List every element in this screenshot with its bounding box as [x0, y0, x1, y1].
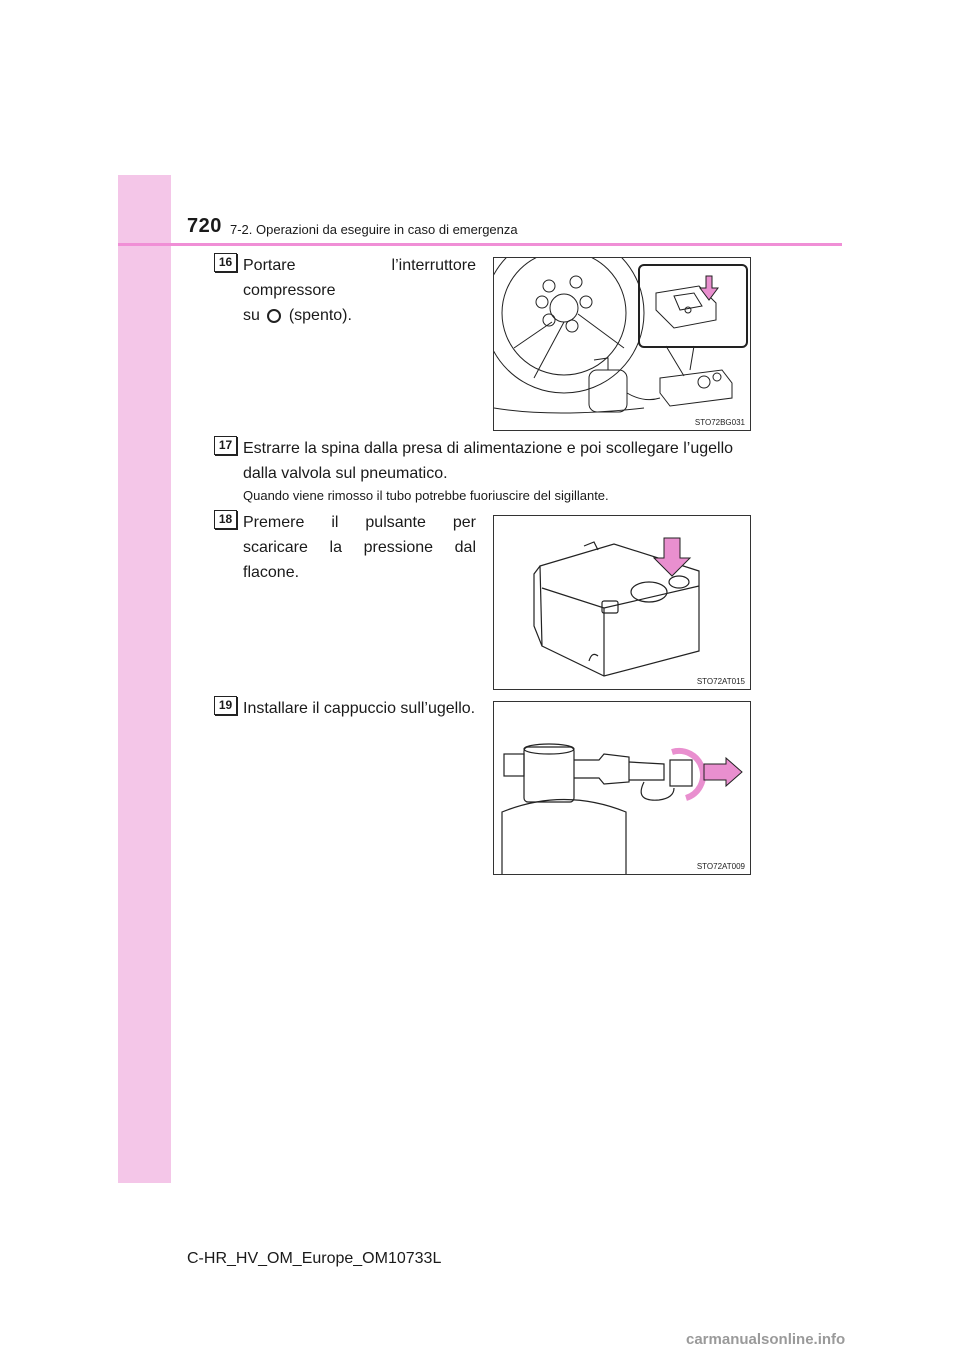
sealant-bottle-illustration [494, 516, 750, 689]
nozzle-cap-illustration [494, 702, 750, 874]
figure-code: STO72AT015 [696, 677, 745, 686]
figure-pressure-button [493, 515, 751, 690]
figure-compressor-switch [493, 257, 751, 431]
site-watermark: carmanualsonline.info [686, 1331, 846, 1348]
chapter-side-band [118, 175, 171, 1183]
section-title: 7-2. Operazioni da eseguire in caso di emergenza [230, 222, 518, 237]
figure-nozzle-cap [493, 701, 751, 875]
step-18-text: Premere il pulsante per scaricare la pressione dal flacone. [243, 514, 476, 581]
header-rule [118, 243, 842, 246]
step-number-badge: 16 [214, 253, 237, 272]
figure-code: STO72AT009 [696, 862, 745, 871]
step-number-badge: 17 [214, 436, 237, 455]
step-17-text: Estrarre la spina dalla presa di alimentazione e poi scollegare l’ugello dalla valvola sul pneumatico. [243, 440, 734, 482]
step-17-note: Quando viene rimosso il tubo potrebbe fuoriuscire del sigillante. [243, 488, 609, 503]
step-16-prefix: su [243, 307, 260, 324]
document-id: C-HR_HV_OM_Europe_OM10733L [187, 1250, 442, 1267]
step-number-badge: 18 [214, 510, 237, 529]
compressor-switch-illustration [494, 258, 750, 430]
figure-code: STO72BG031 [694, 418, 745, 427]
step-19-text: Installare il cappuccio sull’ugello. [243, 700, 476, 717]
step-16-line1: Portare l’interruttore compressore [243, 257, 476, 299]
step-16-text [243, 253, 476, 328]
page-number: 720 [187, 215, 222, 237]
off-circle-icon [267, 309, 281, 323]
step-number-badge: 19 [214, 696, 237, 715]
step-16-suffix: (spento). [288, 307, 352, 324]
